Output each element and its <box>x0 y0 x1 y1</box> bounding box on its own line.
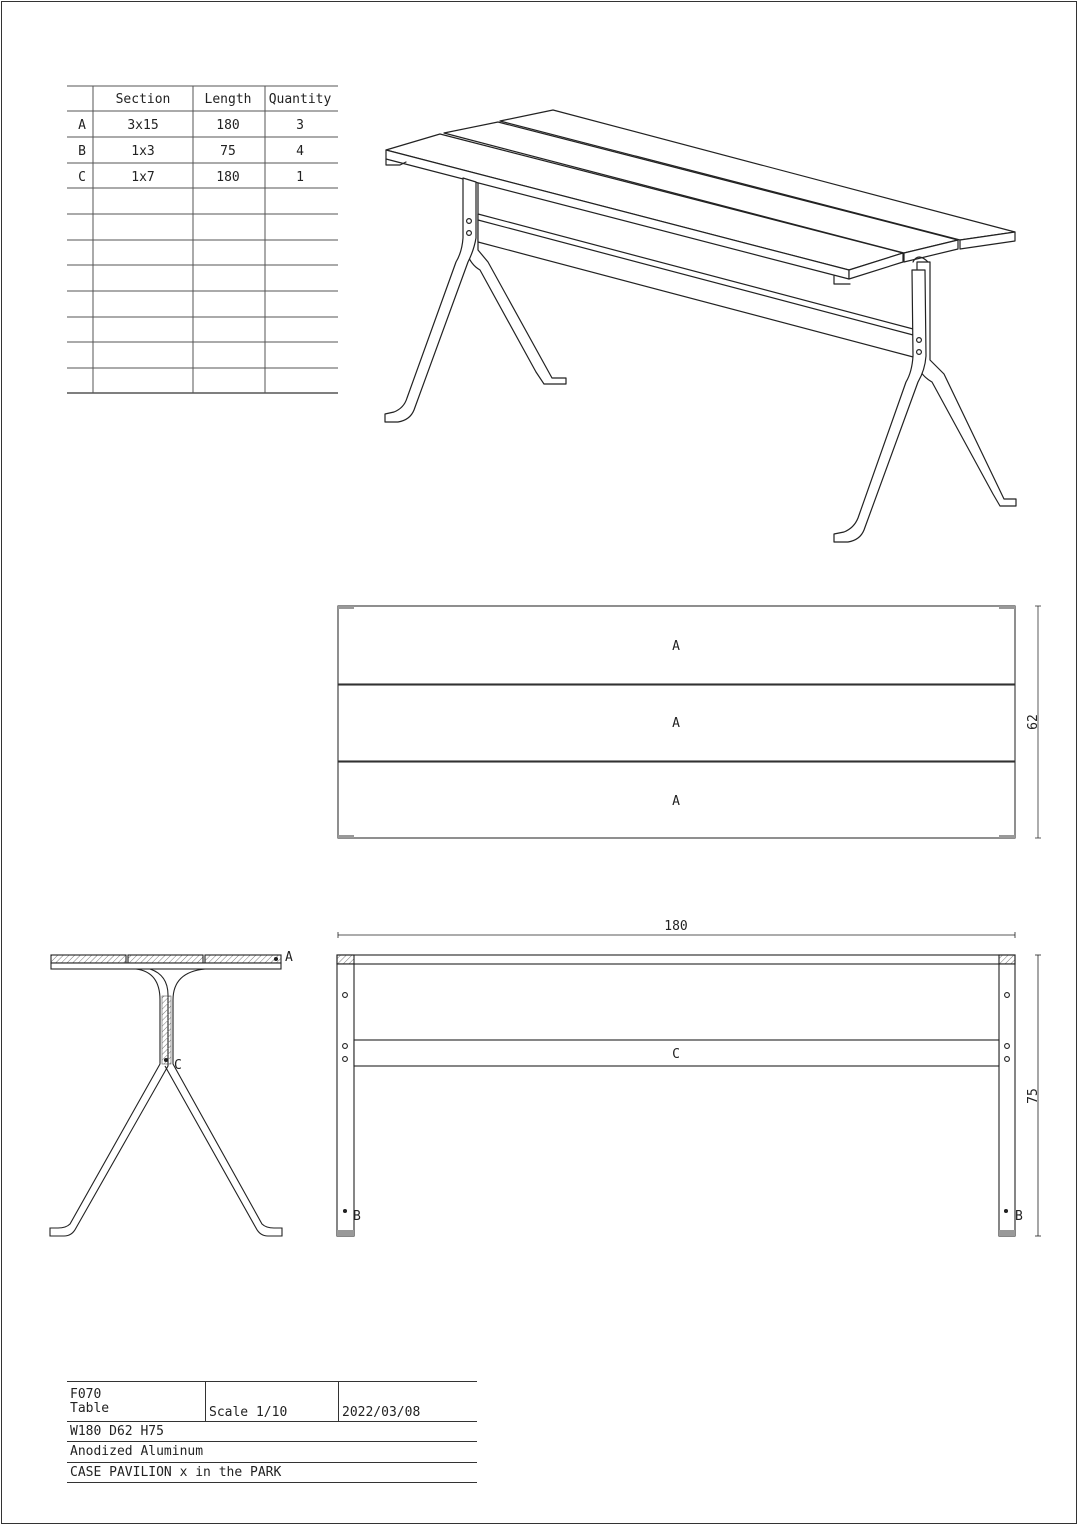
top-view <box>338 606 1041 838</box>
row-b-length: 75 <box>220 144 236 159</box>
height-dimension: 75 <box>1026 1088 1041 1104</box>
row-a-section: 3x15 <box>127 118 159 133</box>
row-c-length: 180 <box>216 170 240 185</box>
row-a-length: 180 <box>216 118 240 133</box>
row-c-quantity: 1 <box>296 170 304 185</box>
front-tabletop <box>337 955 1015 964</box>
row-c-section: 1x7 <box>131 170 155 185</box>
top-plank-label-1: A <box>672 639 680 654</box>
isometric-view <box>385 110 1016 542</box>
row-c-label: C <box>78 170 86 185</box>
row-a-label: A <box>78 118 86 133</box>
side-top-label: A <box>285 950 293 965</box>
width-dimension: 180 <box>664 919 688 934</box>
top-plank-label-2: A <box>672 716 680 731</box>
row-a-quantity: 3 <box>296 118 304 133</box>
side-leg-right <box>165 969 282 1236</box>
front-leg-right <box>999 964 1015 1236</box>
dimensions-row: W180 D62 H75 <box>67 1421 477 1441</box>
side-stretcher-label: C <box>174 1058 182 1073</box>
depth-dimension: 62 <box>1026 714 1041 730</box>
front-stretcher-label: C <box>672 1047 680 1062</box>
side-leg-left <box>50 969 168 1236</box>
side-view <box>50 955 282 1236</box>
iso-front-leg-right <box>834 270 926 542</box>
iso-front-leg-left <box>385 178 476 422</box>
drawing-code: F070 <box>70 1387 102 1402</box>
collection-row: CASE PAVILION x in the PARK <box>67 1462 477 1483</box>
drawing-scale: Scale 1/10 <box>209 1405 288 1420</box>
iso-back-leg-right <box>917 262 1016 506</box>
iso-back-leg-left <box>465 180 566 384</box>
front-leg-label-left: B <box>353 1209 361 1224</box>
front-view <box>337 932 1041 1236</box>
title-block-row-1 <box>67 1381 477 1421</box>
material-row: Anodized Aluminum <box>67 1441 477 1462</box>
table-header-quantity: Quantity <box>268 92 332 107</box>
table-header-length: Length <box>204 92 252 107</box>
title-block <box>67 1381 477 1483</box>
row-b-label: B <box>78 144 86 159</box>
drawing-date: 2022/03/08 <box>342 1405 421 1420</box>
front-leg-left <box>337 964 354 1236</box>
top-plank-label-3: A <box>672 794 680 809</box>
row-b-quantity: 4 <box>296 144 304 159</box>
front-leg-label-right: B <box>1015 1209 1023 1224</box>
table-header-section: Section <box>115 92 171 107</box>
row-b-section: 1x3 <box>131 144 155 159</box>
drawing-name: Table <box>70 1401 110 1416</box>
